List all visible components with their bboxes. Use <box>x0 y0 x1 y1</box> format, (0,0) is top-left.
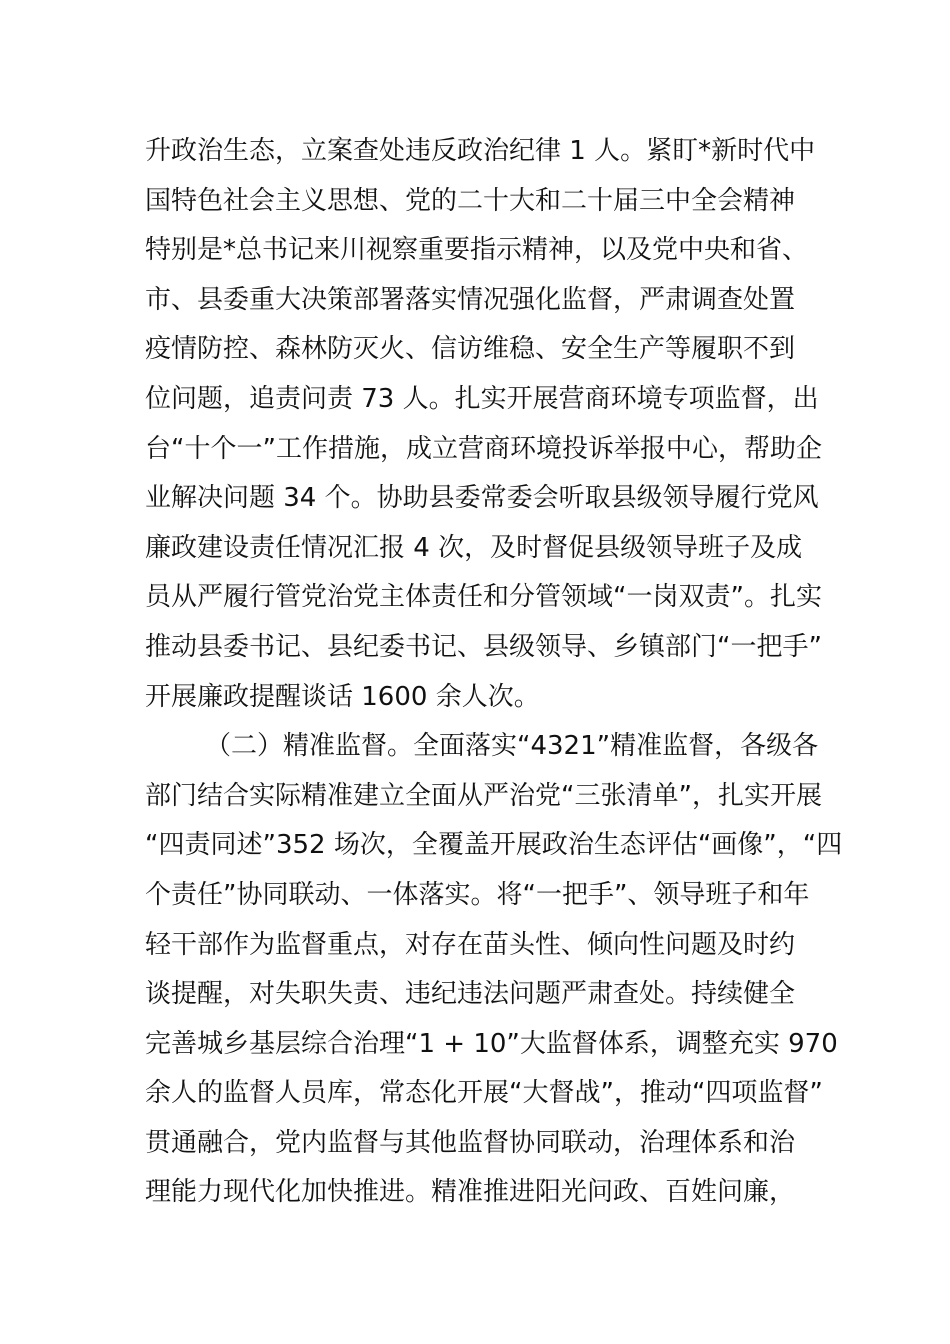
text-line: 廉政建设责任情况汇报 4 次，及时督促县级领导班子及成 <box>145 532 803 563</box>
paragraph-1 <box>145 127 822 722</box>
paragraph-2 <box>145 722 843 1218</box>
text-line: 特别是*总书记来川视察重要指示精神，以及党中央和省、 <box>145 235 809 266</box>
text-line: 员从严履行管党治党主体责任和分管领域“一岗双责”。扎实 <box>145 582 822 613</box>
text-line: 位问题，追责问责 73 人。扎实开展营商环境专项监督，出 <box>145 383 819 414</box>
text-line: 完善城乡基层综合治理“1 + 10”大监督体系，调整充实 970 <box>145 1028 838 1059</box>
text-line: 贯通融合，党内监督与其他监督协同联动，治理体系和治 <box>145 1127 796 1158</box>
text-line: 业解决问题 34 个。协助县委常委会听取县级领导履行党风 <box>145 483 819 514</box>
text-line: 台“十个一”工作措施，成立营商环境投诉举报中心，帮助企 <box>145 433 822 464</box>
text-line: 推动县委书记、县纪委书记、县级领导、乡镇部门“一把手” <box>145 631 822 662</box>
text-line: 部门结合实际精准建立全面从严治党“三张清单”，扎实开展 <box>145 780 822 811</box>
text-line: “四责同述”352 场次，全覆盖开展政治生态评估“画像”，“四 <box>145 830 843 861</box>
text-line: 国特色社会主义思想、党的二十大和二十届三中全会精神 <box>145 185 796 216</box>
document-body <box>145 127 843 1218</box>
text-line: 市、县委重大决策部署落实情况强化监督，严肃调查处置 <box>145 284 796 315</box>
text-line: 轻干部作为监督重点，对存在苗头性、倾向性问题及时约 <box>145 929 796 960</box>
text-line: 个责任”协同联动、一体落实。将“一把手”、领导班子和年 <box>145 879 810 910</box>
text-line: 疫情防控、森林防灭火、信访维稳、安全生产等履职不到 <box>145 334 796 365</box>
text-line: 谈提醒，对失职失责、违纪违法问题严肃查处。持续健全 <box>145 979 796 1010</box>
text-line: 开展廉政提醒谈话 1600 余人次。 <box>145 681 540 712</box>
text-line: 理能力现代化加快推进。精准推进阳光问政、百姓问廉， <box>145 1177 796 1208</box>
text-line: 余人的监督人员库，常态化开展“大督战”，推动“四项监督” <box>145 1078 823 1109</box>
text-line: 升政治生态，立案查处违反政治纪律 1 人。紧盯*新时代中 <box>145 136 816 166</box>
section-heading-line: （二）精准监督。全面落实“4321”精准监督，各级各 <box>205 731 819 762</box>
